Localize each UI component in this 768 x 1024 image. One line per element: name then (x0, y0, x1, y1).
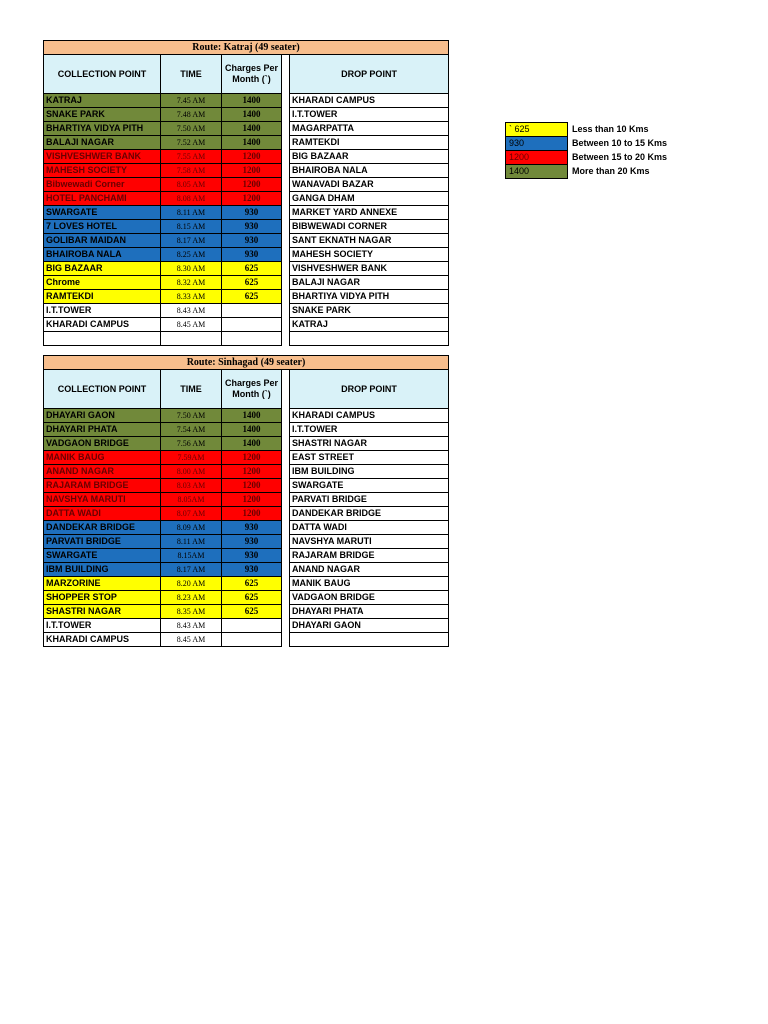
collection-point-cell: DATTA WADI (44, 507, 161, 521)
drop-point-cell: WANAVADI BAZAR (290, 178, 449, 192)
column-gap (282, 178, 290, 192)
column-gap (282, 94, 290, 108)
column-gap (282, 535, 290, 549)
charge-cell: 625 (222, 577, 282, 591)
route-title: Route: Sinhagad (49 seater) (44, 356, 449, 370)
charges-header: Charges Per Month (`) (222, 370, 282, 409)
table-row (44, 94, 449, 108)
time-cell: 8.15AM (161, 549, 222, 563)
column-gap (282, 164, 290, 178)
charge-cell: 1400 (222, 423, 282, 437)
charge-cell: 1400 (222, 437, 282, 451)
drop-point-cell: VADGAON BRIDGE (290, 591, 449, 605)
collection-point-cell: ANAND NAGAR (44, 465, 161, 479)
collection-point-cell: KHARADI CAMPUS (44, 318, 161, 332)
time-cell (161, 332, 222, 346)
collection-point-cell: DHAYARI PHATA (44, 423, 161, 437)
column-gap (282, 437, 290, 451)
time-cell: 8.23 AM (161, 591, 222, 605)
column-gap (282, 108, 290, 122)
charge-cell: 1200 (222, 164, 282, 178)
drop-point-cell: GANGA DHAM (290, 192, 449, 206)
collection-point-cell: SNAKE PARK (44, 108, 161, 122)
charge-cell: 930 (222, 220, 282, 234)
table-row (44, 220, 449, 234)
collection-point-cell (44, 332, 161, 346)
time-cell: 7.45 AM (161, 94, 222, 108)
collection-point-cell: PARVATI BRIDGE (44, 535, 161, 549)
column-gap (282, 451, 290, 465)
time-cell: 7.50 AM (161, 122, 222, 136)
drop-point-cell: DHAYARI PHATA (290, 605, 449, 619)
time-cell: 8.45 AM (161, 318, 222, 332)
table-row (44, 276, 449, 290)
table-row (44, 262, 449, 276)
charge-cell: 930 (222, 521, 282, 535)
table-row (44, 304, 449, 318)
drop-point-cell: SHASTRI NAGAR (290, 437, 449, 451)
drop-point-cell (290, 633, 449, 647)
table-row (44, 437, 449, 451)
table-row (44, 577, 449, 591)
time-cell: 8.35 AM (161, 605, 222, 619)
time-cell: 8.03 AM (161, 479, 222, 493)
drop-point-cell: NAVSHYA MARUTI (290, 535, 449, 549)
table-row (44, 290, 449, 304)
column-gap (282, 521, 290, 535)
table-row (44, 563, 449, 577)
charge-cell (222, 304, 282, 318)
column-gap (282, 220, 290, 234)
table-row (44, 507, 449, 521)
drop-point-cell: RAJARAM BRIDGE (290, 549, 449, 563)
time-header: TIME (161, 370, 222, 409)
charge-cell: 1200 (222, 507, 282, 521)
charge-cell: 930 (222, 248, 282, 262)
time-cell: 8.05AM (161, 493, 222, 507)
legend-swatch: ` 625 (506, 123, 568, 137)
collection-point-cell: MANIK BAUG (44, 451, 161, 465)
drop-point-cell: EAST STREET (290, 451, 449, 465)
time-cell: 8.07 AM (161, 507, 222, 521)
column-gap (282, 633, 290, 647)
drop-point-header: DROP POINT (290, 370, 449, 409)
column-gap (282, 206, 290, 220)
drop-point-cell: PARVATI BRIDGE (290, 493, 449, 507)
time-cell: 8.11 AM (161, 206, 222, 220)
collection-point-header: COLLECTION POINT (44, 370, 161, 409)
legend-label: Between 10 to 15 Kms (572, 138, 668, 148)
collection-point-cell: SWARGATE (44, 206, 161, 220)
table-row (44, 619, 449, 633)
drop-point-cell: SNAKE PARK (290, 304, 449, 318)
column-gap (282, 304, 290, 318)
charge-cell: 1400 (222, 136, 282, 150)
time-cell: 8.32 AM (161, 276, 222, 290)
charge-cell: 1200 (222, 451, 282, 465)
collection-point-cell: VISHVESHWER BANK (44, 150, 161, 164)
table-row (44, 633, 449, 647)
drop-point-header: DROP POINT (290, 55, 449, 94)
column-gap (282, 563, 290, 577)
collection-point-cell: IBM BUILDING (44, 563, 161, 577)
time-cell: 7.58 AM (161, 164, 222, 178)
drop-point-cell: KHARADI CAMPUS (290, 409, 449, 423)
charge-cell: 1200 (222, 192, 282, 206)
table-row (44, 136, 449, 150)
time-cell: 8.08 AM (161, 192, 222, 206)
column-gap (282, 409, 290, 423)
legend-swatch: 930 (506, 137, 568, 151)
legend-item (506, 137, 671, 151)
charge-cell: 930 (222, 206, 282, 220)
time-cell: 8.20 AM (161, 577, 222, 591)
time-cell: 8.45 AM (161, 633, 222, 647)
time-cell: 8.09 AM (161, 521, 222, 535)
charge-cell: 1200 (222, 465, 282, 479)
column-gap (282, 370, 290, 409)
drop-point-cell: BALAJI NAGAR (290, 276, 449, 290)
drop-point-cell: I.T.TOWER (290, 423, 449, 437)
time-cell: 8.30 AM (161, 262, 222, 276)
column-gap (282, 192, 290, 206)
legend-label: More than 20 Kms (572, 166, 650, 176)
time-cell: 8.15 AM (161, 220, 222, 234)
legend-label: Less than 10 Kms (572, 124, 649, 134)
collection-point-cell: MAHESH SOCIETY (44, 164, 161, 178)
collection-point-cell: BALAJI NAGAR (44, 136, 161, 150)
drop-point-cell: RAMTEKDI (290, 136, 449, 150)
column-gap (282, 549, 290, 563)
drop-point-cell: BHAIROBA NALA (290, 164, 449, 178)
collection-point-cell: RAJARAM BRIDGE (44, 479, 161, 493)
table-row (44, 535, 449, 549)
drop-point-cell: DATTA WADI (290, 521, 449, 535)
time-cell: 8.33 AM (161, 290, 222, 304)
column-gap (282, 55, 290, 94)
charge-cell: 1200 (222, 479, 282, 493)
table-row (44, 332, 449, 346)
drop-point-cell: DHAYARI GAON (290, 619, 449, 633)
column-gap (282, 234, 290, 248)
charge-cell: 1400 (222, 122, 282, 136)
table-row (44, 521, 449, 535)
drop-point-cell: DANDEKAR BRIDGE (290, 507, 449, 521)
route-title-row (44, 41, 449, 55)
column-gap (282, 591, 290, 605)
collection-point-cell: BIG BAZAAR (44, 262, 161, 276)
charge-cell: 1400 (222, 94, 282, 108)
charge-cell (222, 619, 282, 633)
column-gap (282, 507, 290, 521)
legend-swatch: 1200 (506, 151, 568, 165)
collection-point-cell: MARZORINE (44, 577, 161, 591)
charge-cell: 1200 (222, 178, 282, 192)
collection-point-cell: HOTEL PANCHAMI (44, 192, 161, 206)
table-row (44, 591, 449, 605)
drop-point-cell: BIG BAZAAR (290, 150, 449, 164)
route-title: Route: Katraj (49 seater) (44, 41, 449, 55)
collection-point-cell: 7 LOVES HOTEL (44, 220, 161, 234)
column-gap (282, 136, 290, 150)
time-cell: 7.56 AM (161, 437, 222, 451)
time-cell: 8.17 AM (161, 234, 222, 248)
time-cell: 7.52 AM (161, 136, 222, 150)
drop-point-cell: KHARADI CAMPUS (290, 94, 449, 108)
drop-point-cell: I.T.TOWER (290, 108, 449, 122)
charge-cell: 1400 (222, 108, 282, 122)
drop-point-cell: BHARTIYA VIDYA PITH (290, 290, 449, 304)
time-cell: 8.00 AM (161, 465, 222, 479)
column-gap (282, 318, 290, 332)
header-row (44, 55, 449, 94)
drop-point-cell: MANIK BAUG (290, 577, 449, 591)
drop-point-cell: MAGARPATTA (290, 122, 449, 136)
charge-cell (222, 633, 282, 647)
collection-point-cell: Bibwewadi Corner (44, 178, 161, 192)
legend-item (506, 123, 671, 137)
charge-cell: 625 (222, 262, 282, 276)
time-cell: 7.59AM (161, 451, 222, 465)
drop-point-cell: IBM BUILDING (290, 465, 449, 479)
legend-label: Between 15 to 20 Kms (572, 152, 668, 162)
time-cell: 8.11 AM (161, 535, 222, 549)
charge-cell: 625 (222, 276, 282, 290)
time-cell: 8.17 AM (161, 563, 222, 577)
charge-cell: 625 (222, 290, 282, 304)
charge-cell: 1200 (222, 493, 282, 507)
table-row (44, 451, 449, 465)
table-row (44, 605, 449, 619)
table-row (44, 493, 449, 507)
collection-point-cell: SWARGATE (44, 549, 161, 563)
time-cell: 8.05 AM (161, 178, 222, 192)
collection-point-cell: SHASTRI NAGAR (44, 605, 161, 619)
table-row (44, 479, 449, 493)
table-row (44, 248, 449, 262)
time-cell: 7.55 AM (161, 150, 222, 164)
legend-item (506, 165, 671, 179)
collection-point-cell: I.T.TOWER (44, 304, 161, 318)
column-gap (282, 605, 290, 619)
charges-header: Charges Per Month (`) (222, 55, 282, 94)
collection-point-cell: KHARADI CAMPUS (44, 633, 161, 647)
time-cell: 7.50 AM (161, 409, 222, 423)
time-header: TIME (161, 55, 222, 94)
column-gap (282, 577, 290, 591)
table-row (44, 192, 449, 206)
route-title-row (44, 356, 449, 370)
table-row (44, 409, 449, 423)
table-row (44, 549, 449, 563)
charge-cell (222, 332, 282, 346)
table-row (44, 108, 449, 122)
drop-point-cell: MARKET YARD ANNEXE (290, 206, 449, 220)
collection-point-header: COLLECTION POINT (44, 55, 161, 94)
legend-swatch: 1400 (506, 165, 568, 179)
column-gap (282, 122, 290, 136)
distance-legend (505, 122, 671, 179)
table-row (44, 206, 449, 220)
drop-point-cell: SANT EKNATH NAGAR (290, 234, 449, 248)
drop-point-cell: SWARGATE (290, 479, 449, 493)
column-gap (282, 493, 290, 507)
route-table-sinhagad (43, 355, 449, 647)
charge-cell: 930 (222, 549, 282, 563)
table-row (44, 122, 449, 136)
collection-point-cell: I.T.TOWER (44, 619, 161, 633)
column-gap (282, 290, 290, 304)
column-gap (282, 276, 290, 290)
drop-point-cell: VISHVESHWER BANK (290, 262, 449, 276)
collection-point-cell: SHOPPER STOP (44, 591, 161, 605)
collection-point-cell: BHARTIYA VIDYA PITH (44, 122, 161, 136)
table-row (44, 164, 449, 178)
collection-point-cell: DHAYARI GAON (44, 409, 161, 423)
charge-cell: 930 (222, 563, 282, 577)
time-cell: 8.25 AM (161, 248, 222, 262)
table-row (44, 465, 449, 479)
charge-cell: 625 (222, 605, 282, 619)
header-row (44, 370, 449, 409)
charge-cell: 1200 (222, 150, 282, 164)
time-cell: 8.43 AM (161, 619, 222, 633)
route-table-katraj (43, 40, 449, 346)
column-gap (282, 262, 290, 276)
drop-point-cell: BIBWEWADI CORNER (290, 220, 449, 234)
collection-point-cell: DANDEKAR BRIDGE (44, 521, 161, 535)
collection-point-cell: Chrome (44, 276, 161, 290)
legend-item (506, 151, 671, 165)
charge-cell: 930 (222, 234, 282, 248)
table-row (44, 150, 449, 164)
charge-cell: 930 (222, 535, 282, 549)
collection-point-cell: BHAIROBA NALA (44, 248, 161, 262)
column-gap (282, 479, 290, 493)
collection-point-cell: RAMTEKDI (44, 290, 161, 304)
collection-point-cell: GOLIBAR MAIDAN (44, 234, 161, 248)
column-gap (282, 332, 290, 346)
drop-point-cell: KATRAJ (290, 318, 449, 332)
collection-point-cell: NAVSHYA MARUTI (44, 493, 161, 507)
column-gap (282, 248, 290, 262)
charge-cell: 1400 (222, 409, 282, 423)
column-gap (282, 619, 290, 633)
collection-point-cell: VADGAON BRIDGE (44, 437, 161, 451)
table-row (44, 178, 449, 192)
time-cell: 7.54 AM (161, 423, 222, 437)
table-row (44, 423, 449, 437)
drop-point-cell (290, 332, 449, 346)
time-cell: 7.48 AM (161, 108, 222, 122)
column-gap (282, 465, 290, 479)
charge-cell (222, 318, 282, 332)
column-gap (282, 150, 290, 164)
table-row (44, 318, 449, 332)
collection-point-cell: KATRAJ (44, 94, 161, 108)
table-row (44, 234, 449, 248)
column-gap (282, 423, 290, 437)
drop-point-cell: ANAND NAGAR (290, 563, 449, 577)
drop-point-cell: MAHESH SOCIETY (290, 248, 449, 262)
charge-cell: 625 (222, 591, 282, 605)
time-cell: 8.43 AM (161, 304, 222, 318)
